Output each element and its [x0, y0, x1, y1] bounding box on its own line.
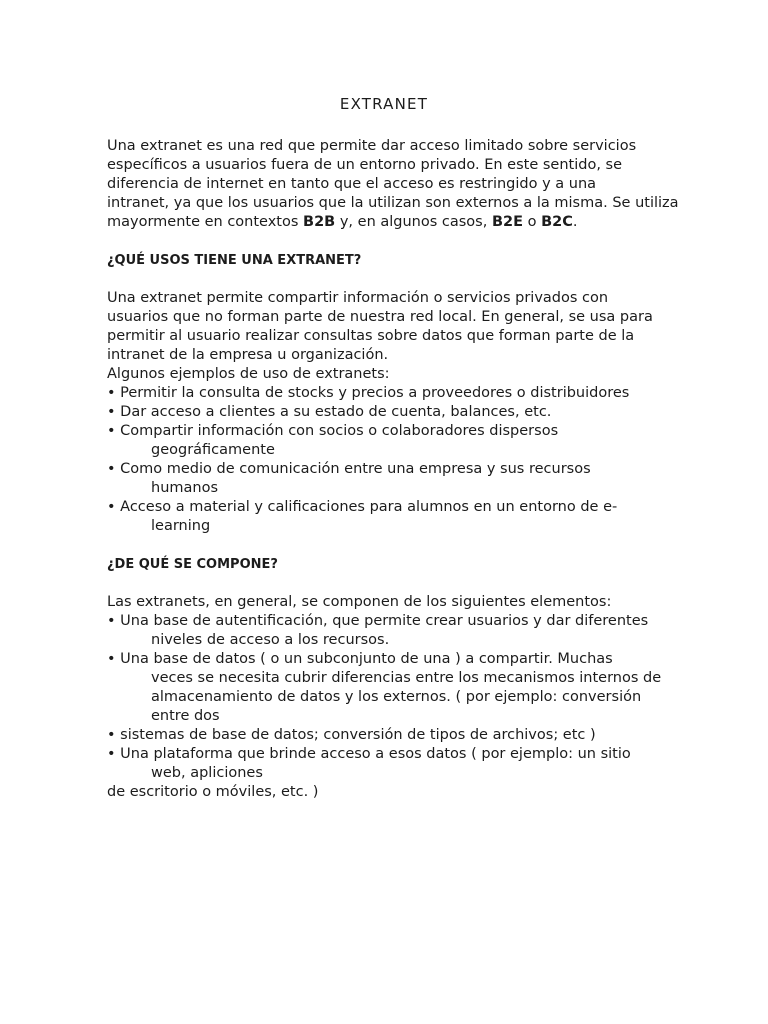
list-item-continuation: entre dos [151, 708, 220, 724]
body-line: Una extranet permite compartir información o servicios privados con [107, 290, 609, 306]
section-usos-body [107, 289, 667, 536]
intro-text: y, en algunos casos, [335, 214, 492, 230]
intro-line: diferencia de internet en tanto que el acceso es restringido y a una [107, 176, 597, 192]
list-item: • Permitir la consulta de stocks y precios a proveedores o distribuidores [107, 385, 630, 401]
section-heading-usos: ¿QUÉ USOS TIENE UNA EXTRANET? [107, 253, 362, 268]
intro-line: intranet, ya que los usuarios que la utilizan son externos a la misma. Se utiliza [107, 195, 679, 211]
list-item-continuation: humanos [151, 480, 219, 496]
intro-text: o [523, 214, 542, 230]
intro-text: . [572, 214, 578, 230]
list-item: • Acceso a material y calificaciones para alumnos en un entorno de e- [107, 499, 618, 515]
list-item: • Una plataforma que brinde acceso a esos datos ( por ejemplo: un sitio [107, 746, 631, 762]
intro-paragraph [107, 137, 679, 232]
list-item: • Una base de autentificación, que permite crear usuarios y dar diferentes [107, 613, 649, 629]
intro-line: específicos a usuarios fuera de un entorno privado. En este sentido, se [107, 157, 623, 173]
body-line: permitir al usuario realizar consultas sobre datos que forman parte de la [107, 328, 635, 344]
list-item: • sistemas de base de datos; conversión de tipos de archivos; etc ) [107, 727, 596, 743]
list-item: • Una base de datos ( o un subconjunto de una ) a compartir. Muchas [107, 651, 613, 667]
b2e-term: B2E [491, 214, 523, 230]
b2c-term: B2C [541, 214, 573, 230]
intro-last-line [107, 213, 667, 232]
body-line: intranet de la empresa u organización. [107, 347, 389, 363]
list-item-continuation: veces se necesita cubrir diferencias entre los mecanismos internos de [151, 670, 662, 686]
list-item-continuation: web, apliciones [151, 765, 263, 781]
list-item-continuation: almacenamiento de datos y los externos. ( por ejemplo: conversión [151, 689, 642, 705]
list-item: • Como medio de comunicación entre una empresa y sus recursos [107, 461, 591, 477]
intro-line: Una extranet es una red que permite dar acceso limitado sobre servicios [107, 138, 637, 154]
body-line: Las extranets, en general, se componen de los siguientes elementos: [107, 594, 612, 610]
list-item: • Dar acceso a clientes a su estado de cuenta, balances, etc. [107, 404, 552, 420]
list-item-continuation: geográficamente [151, 442, 275, 458]
body-line: de escritorio o móviles, etc. ) [107, 784, 319, 800]
b2b-term: B2B [303, 214, 336, 230]
section-heading-compone: ¿DE QUÉ SE COMPONE? [107, 557, 278, 572]
list-item-continuation: niveles de acceso a los recursos. [151, 632, 390, 648]
body-line: Algunos ejemplos de uso de extranets: [107, 366, 390, 382]
intro-text: mayormente en contextos [107, 214, 304, 230]
list-item-continuation: learning [151, 518, 211, 534]
document-title: EXTRANET [339, 95, 429, 113]
list-item: • Compartir información con socios o colaboradores dispersos [107, 423, 559, 439]
section-compone-body [107, 593, 667, 802]
body-line: usuarios que no forman parte de nuestra red local. En general, se usa para [107, 309, 653, 325]
